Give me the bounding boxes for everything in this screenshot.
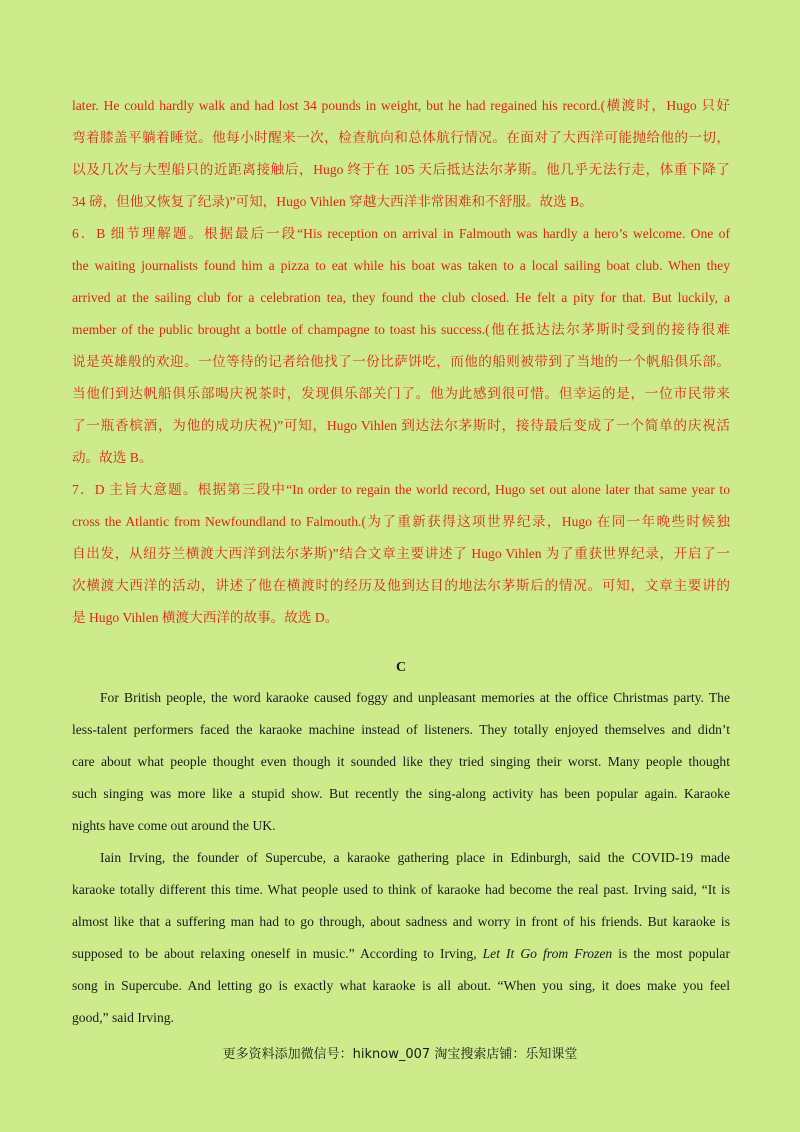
document-page	[72, 90, 730, 1034]
text-line: 说是英雄般的欢迎。一位等待的记者给他找了一份比萨饼吃，而他的船则被带到了当地的一个帆船俱乐部。	[72, 354, 730, 369]
text-line: 6．B 细节理解题。根据最后一段“His reception on arrival in Falmouth was hardly a hero’s welcome. One of	[72, 226, 730, 241]
text-line: almost like that a suffering man had to go through, about sadness and worry in front of his friends. But karaoke is	[72, 914, 730, 929]
text-line: 次横渡大西洋的活动，讲述了他在横渡时的经历及他到达目的地法尔茅斯后的情况。可知，文章主要讲的	[72, 578, 730, 593]
text-line	[72, 938, 730, 970]
song-title: Let It Go from Frozen	[482, 946, 613, 961]
text-line: 34 磅，但他又恢复了纪录)”可知，Hugo Vihlen 穿越大西洋非常困难和不舒服。故选 B。	[72, 194, 593, 209]
answer-explanation-block	[72, 90, 730, 634]
text-line: 动。故选 B。	[72, 450, 153, 465]
text-line: arrived at the sailing club for a celebration tea, they found the club closed. He felt a pity for that. But luckily, a	[72, 290, 730, 305]
text-line: 当他们到达帆船俱乐部喝庆祝茶时，发现俱乐部关门了。他为此感到很可惜。但幸运的是，一位市民带来	[72, 386, 730, 401]
text-line: 自出发，从纽芬兰横渡大西洋到法尔茅斯)”结合文章主要讲述了 Hugo Vihlen 为了重获世界纪录，开启了一	[72, 546, 730, 561]
text-line: the waiting journalists found him a pizza to eat while his boat was taken to a local sailing boat club. When they	[72, 258, 730, 273]
passage-paragraph-2	[72, 842, 730, 1034]
text-line: 7．D 主旨大意题。根据第三段中“In order to regain the world record, Hugo set out alone later that same year to	[72, 482, 730, 497]
text-line: 是 Hugo Vihlen 横渡大西洋的故事。故选 D。	[72, 610, 339, 625]
passage-paragraph-1	[72, 682, 730, 842]
text-line: karaoke totally different this time. What people used to think of karaoke had become the real past. Irving said, “It is	[72, 882, 730, 897]
text-line: such singing was more like a stupid show. But recently the sing-along activity has been popular again. Karaoke	[72, 786, 730, 801]
text-line: song in Supercube. And letting go is exactly what karaoke is all about. “When you sing, it does make you feel	[72, 978, 730, 993]
text-line: 以及几次与大型船只的近距离接触后，Hugo 终于在 105 天后抵达法尔茅斯。他几乎无法行走，体重下降了	[72, 162, 730, 177]
section-heading: C	[395, 660, 407, 675]
text-line: cross the Atlantic from Newfoundland to Falmouth.(为了重新获得这项世界纪录，Hugo 在同一年晚些时候独	[72, 514, 730, 529]
text-line: 弯着膝盖平躺着睡觉。他每小时醒来一次，检查航向和总体航行情况。在面对了大西洋可能抛给他的一切，	[72, 130, 730, 145]
text-span: is the most popular	[612, 946, 730, 961]
page-footer: 更多资料添加微信号：hiknow_007 淘宝搜索店铺：乐知课堂	[222, 1047, 578, 1062]
text-line: good,” said Irving.	[72, 1010, 174, 1025]
text-line: For British people, the word karaoke caused foggy and unpleasant memories at the office Christmas party. The	[100, 690, 730, 705]
text-line: nights have come out around the UK.	[72, 818, 276, 833]
text-line: care about what people thought even though it sounded like they tried singing their worst. Many people thought	[72, 754, 730, 769]
text-line: less-talent performers faced the karaoke machine instead of listeners. They totally enjoyed themselves and didn’t	[72, 722, 730, 737]
text-line: 了一瓶香槟酒，为他的成功庆祝)”可知，Hugo Vihlen 到达法尔茅斯时，接待最后变成了一个简单的庆祝活	[72, 418, 730, 433]
text-line: later. He could hardly walk and had lost 34 pounds in weight, but he had regained his record.(横渡时，Hugo 只好	[72, 98, 730, 113]
text-span: supposed to be about relaxing oneself in music.” According to Irving,	[72, 946, 483, 961]
text-line: Iain Irving, the founder of Supercube, a karaoke gathering place in Edinburgh, said the COVID-19 made	[100, 850, 730, 865]
text-line: member of the public brought a bottle of champagne to toast his success.(他在抵达法尔茅斯时受到的接待很难	[72, 322, 730, 337]
